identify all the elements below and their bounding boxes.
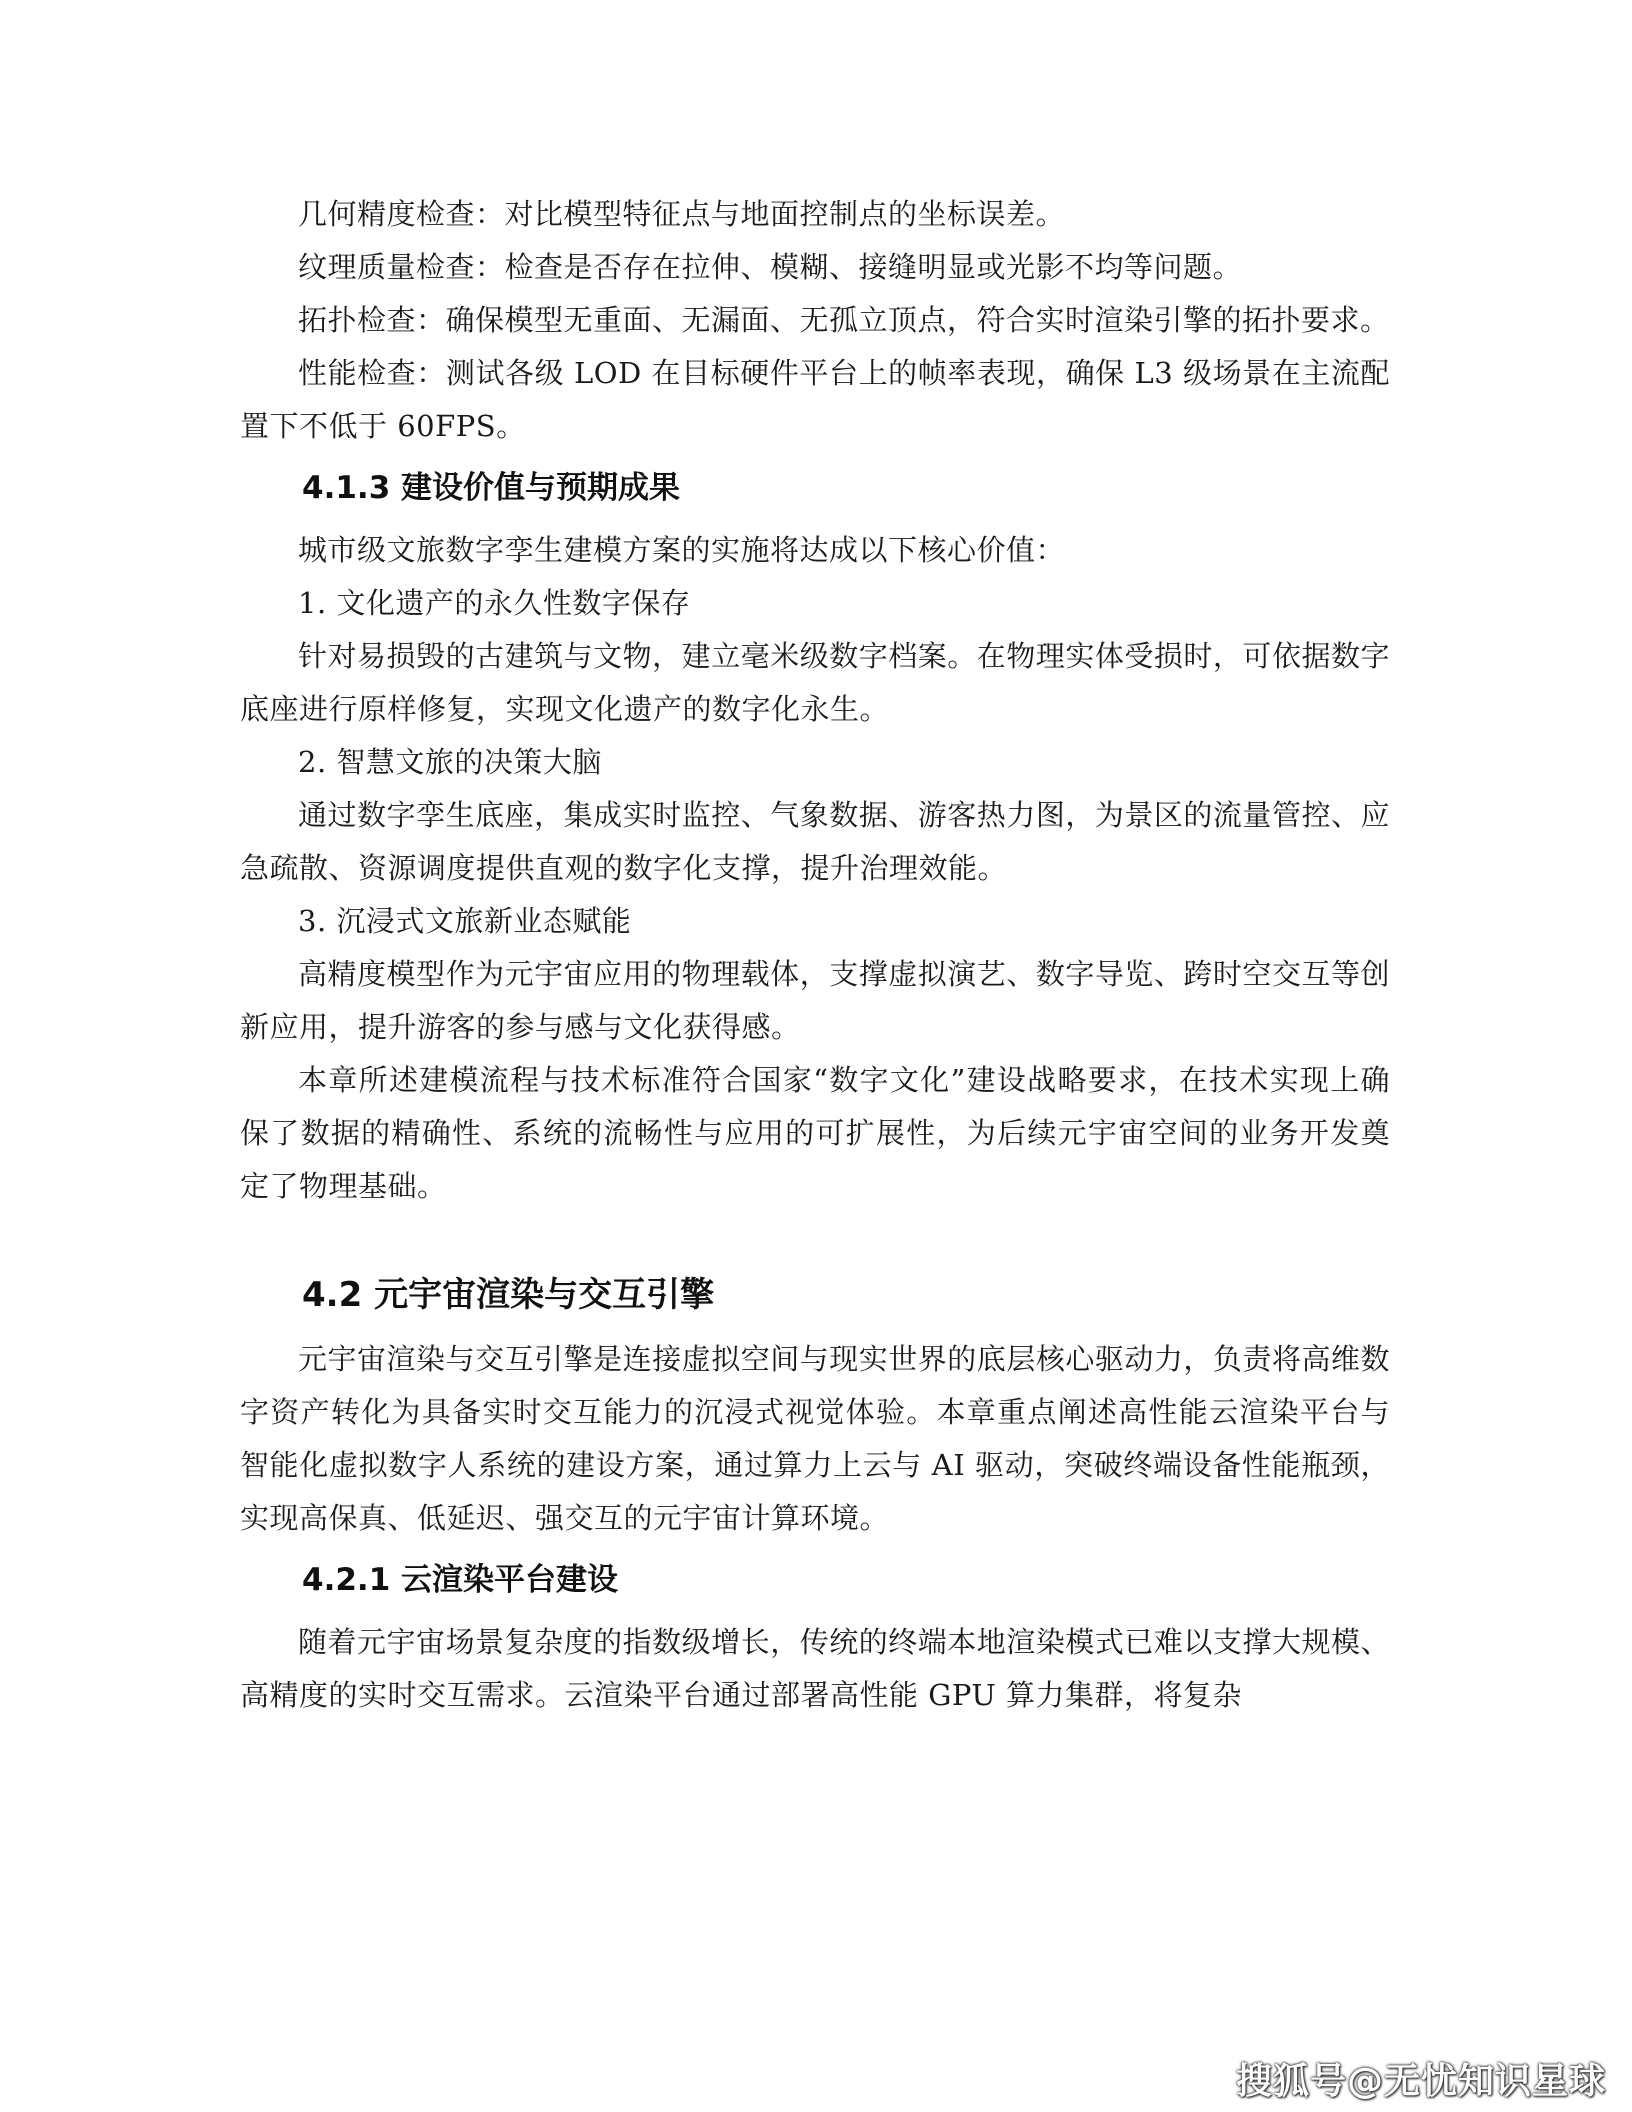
paragraph-4-2-body: 元宇宙渲染与交互引擎是连接虚拟空间与现实世界的底层核心驱动力，负责将高维数字资产转化为具备实时交互能力的沉浸式视觉体验。本章重点阐述高性能云渲染平台与智能化虚拟数字人系统的建设方案，通过算力上云与 AI 驱动，突破终端设备性能瓶颈，实现高保真、低延迟、强交互的元宇宙计算环境。 bbox=[240, 1342, 1390, 1535]
paragraph-4-2-1-body: 随着元宇宙场景复杂度的指数级增长，传统的终端本地渲染模式已难以支撑大规模、高精度的实时交互需求。云渲染平台通过部署高性能 GPU 算力集群，将复杂 bbox=[240, 1625, 1390, 1712]
document-body bbox=[240, 188, 1390, 1722]
section-heading-4-1-3: 4.1.3 建设价值与预期成果 bbox=[302, 470, 681, 506]
watermark: 搜狐号@无忧知识星球 bbox=[1235, 2061, 1606, 2102]
paragraph-geometry-check: 几何精度检查：对比模型特征点与地面控制点的坐标误差。 bbox=[298, 197, 1066, 231]
list-item-title-3: 3. 沉浸式文旅新业态赋能 bbox=[298, 904, 632, 938]
paragraph-performance-check: 性能检查：测试各级 LOD 在目标硬件平台上的帧率表现，确保 L3 级场景在主流配置下不低于 60FPS。 bbox=[240, 356, 1390, 443]
list-item-title-1: 1. 文化遗产的永久性数字保存 bbox=[298, 586, 691, 620]
paragraph-topology-check: 拓扑检查：确保模型无重面、无漏面、无孤立顶点，符合实时渲染引擎的拓扑要求。 bbox=[298, 303, 1390, 337]
list-item-body-1: 针对易损毁的古建筑与文物，建立毫米级数字档案。在物理实体受损时，可依据数字底座进行原样修复，实现文化遗产的数字化永生。 bbox=[240, 639, 1390, 726]
section-heading-4-2: 4.2 元宇宙渲染与交互引擎 bbox=[302, 1275, 715, 1315]
list-item-body-2: 通过数字孪生底座，集成实时监控、气象数据、游客热力图，为景区的流量管控、应急疏散、资源调度提供直观的数字化支撑，提升治理效能。 bbox=[240, 798, 1390, 885]
section-heading-4-2-1: 4.2.1 云渲染平台建设 bbox=[302, 1562, 619, 1598]
paragraph-intro: 城市级文旅数字孪生建模方案的实施将达成以下核心价值： bbox=[298, 533, 1066, 567]
list-item-title-2: 2. 智慧文旅的决策大脑 bbox=[298, 745, 602, 779]
paragraph-closing: 本章所述建模流程与技术标准符合国家“数字文化”建设战略要求，在技术实现上确保了数据的精确性、系统的流畅性与应用的可扩展性，为后续元宇宙空间的业务开发奠定了物理基础。 bbox=[240, 1063, 1390, 1203]
paragraph-texture-check: 纹理质量检查：检查是否存在拉伸、模糊、接缝明显或光影不均等问题。 bbox=[298, 250, 1243, 284]
list-item-body-3: 高精度模型作为元宇宙应用的物理载体，支撑虚拟演艺、数字导览、跨时空交互等创新应用，提升游客的参与感与文化获得感。 bbox=[240, 957, 1390, 1044]
